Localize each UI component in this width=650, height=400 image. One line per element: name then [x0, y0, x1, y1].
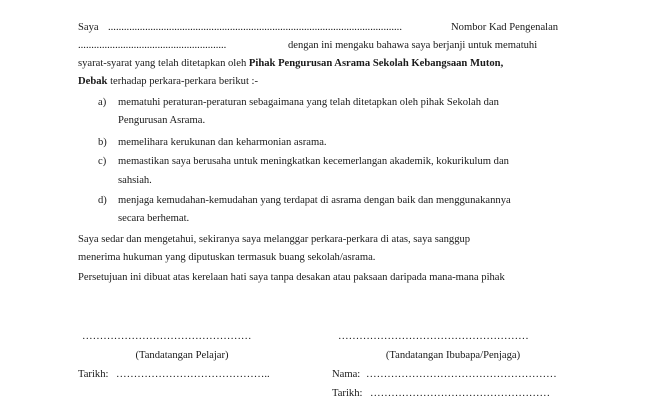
ic-fill-dots: ........................................................ — [78, 40, 227, 51]
management-name: Pihak Pengurusan Asrama Sekolah Kebangsaan Muton, — [248, 58, 504, 69]
item-b-line-1: memelihara kerukunan dan keharmonian asrama. — [118, 137, 327, 148]
item-a-letter: a) — [98, 97, 107, 108]
name-fill-dots: ............................................................................................................... — [108, 22, 402, 33]
ic-number-label: Nombor Kad Pengenalan — [451, 22, 559, 33]
parent-signature-line: ……………………………………………… — [338, 331, 529, 342]
declaration-line-2: menerima hukuman yang diputuskan termasuk buang sekolah/asrama. — [78, 252, 376, 263]
student-signature-line: ………………………………………… — [82, 331, 252, 342]
item-b-letter: b) — [98, 137, 107, 148]
student-date-dots: …………………………………….. — [116, 369, 270, 380]
rules-text: syarat-syarat yang telah ditetapkan oleh — [78, 58, 247, 69]
item-c-line-2: sahsiah. — [118, 175, 152, 186]
saya-label: Saya — [78, 22, 99, 33]
declaration-line-3: Persetujuan ini dibuat atas kerelaan hati saya tanpa desakan atau paksaan daripada mana-mana pihak — [78, 272, 505, 283]
parent-signature-label: (Tandatangan Ibubapa/Penjaga) — [385, 350, 521, 361]
parent-name-dots: ……………………………………………… — [366, 369, 557, 380]
item-d-line-1: menjaga kemudahan-kemudahan yang terdapat di asrama dengan baik dan menggunakannya — [118, 195, 511, 206]
parent-date-label: Tarikh: — [332, 388, 363, 399]
parent-name-label: Nama: — [332, 369, 361, 380]
item-a-line-1: mematuhi peraturan-peraturan sebagaimana yang telah ditetapkan oleh pihak Sekolah dan — [118, 97, 499, 108]
student-signature-label: (Tandatangan Pelajar) — [135, 350, 229, 361]
location-name: Debak — [78, 76, 108, 87]
item-d-letter: d) — [98, 195, 107, 206]
student-date-label: Tarikh: — [78, 369, 109, 380]
intro-line-1 — [78, 22, 574, 34]
item-d-line-2: secara berhemat. — [118, 213, 190, 224]
declaration-line-1: Saya sedar dan mengetahui, sekiranya saya melanggar perkara-perkara di atas, saya sanggup — [78, 234, 471, 245]
following-matters-text: terhadap perkara-perkara berikut :- — [110, 76, 259, 87]
intro-line-3 — [78, 58, 503, 70]
parent-date-dots: …………………………………………… — [370, 388, 551, 399]
item-c-letter: c) — [98, 156, 107, 167]
pledge-text: dengan ini mengaku bahawa saya berjanji untuk mematuhi — [288, 40, 538, 51]
intro-line-4 — [78, 76, 258, 88]
item-a-line-2: Pengurusan Asrama. — [118, 115, 206, 126]
item-c-line-1: memastikan saya berusaha untuk meningkatkan kecemerlangan akademik, kokurikulum dan — [118, 156, 509, 167]
